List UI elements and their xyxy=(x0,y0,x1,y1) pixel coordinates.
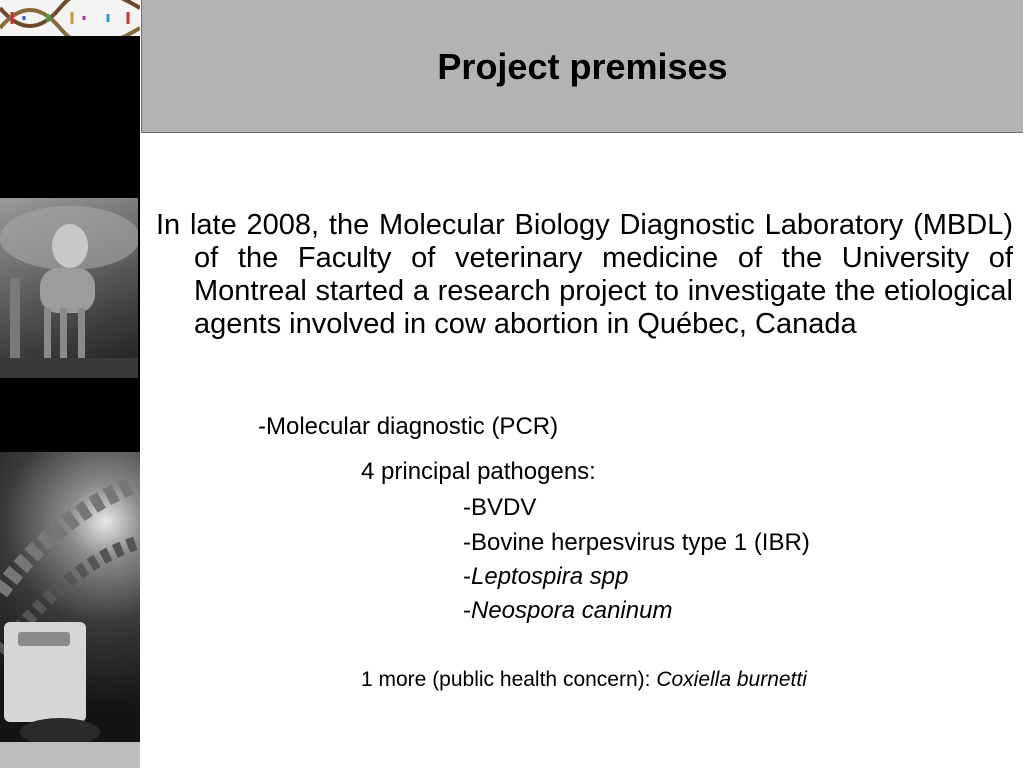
lab-equipment-graphic xyxy=(0,452,140,768)
dna-helix-graphic xyxy=(0,0,140,36)
decorative-image-strip xyxy=(0,0,140,768)
pathogen-bvdv: -BVDV xyxy=(463,494,537,521)
pathogen-leptospira xyxy=(463,563,628,591)
public-health-line xyxy=(361,668,807,692)
pathogen-neospora-prefix: - xyxy=(463,597,471,624)
pathogen-ibr: -Bovine herpesvirus type 1 (IBR) xyxy=(463,529,810,556)
slide-title: Project premises xyxy=(437,46,728,87)
lab-equipment-photo xyxy=(0,452,140,768)
public-health-prefix: 1 more (public health concern): xyxy=(361,668,657,691)
pathogen-leptospira-prefix: - xyxy=(463,563,471,590)
pathogen-neospora-name: Neospora caninum xyxy=(471,597,673,624)
pathogen-leptospira-name: Leptospira spp xyxy=(471,563,629,590)
calf-silhouette xyxy=(0,198,138,378)
calf-photo xyxy=(0,198,138,378)
dna-helix-image xyxy=(0,0,140,36)
pathogens-heading: 4 principal pathogens: xyxy=(361,458,596,485)
intro-paragraph: In late 2008, the Molecular Biology Diagnostic Laboratory (MBDL) of the Faculty of veterinary medicine of the University of Montreal started a research project to investigate the etiological agents involved in cow abortion in Québec, Canada xyxy=(156,209,1013,340)
molecular-diagnostic-line: -Molecular diagnostic (PCR) xyxy=(258,413,559,440)
public-health-pathogen: Coxiella burnetti xyxy=(656,668,807,691)
title-bar xyxy=(141,0,1023,133)
pathogen-neospora xyxy=(463,597,672,625)
